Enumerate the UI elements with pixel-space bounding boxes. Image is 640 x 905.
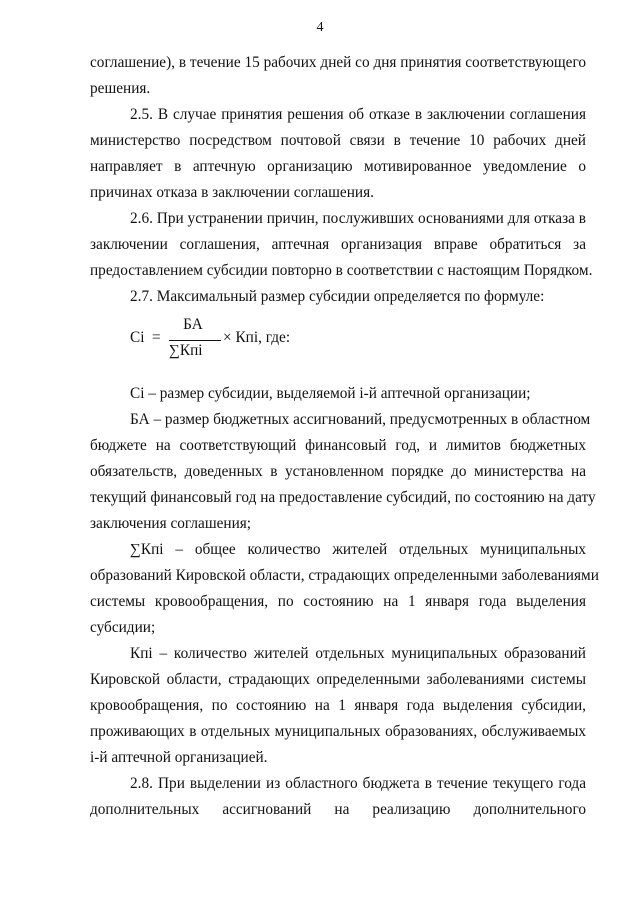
- text-line: соглашение), в течение 15 рабочих дней со дня принятия соответствующего: [90, 54, 586, 71]
- text-line: Кировской области, страдающих определенными заболеваниями системы: [90, 671, 586, 688]
- text-line: i-й аптечной организацией.: [90, 749, 268, 766]
- formula-rest: × Кпi, где:: [223, 329, 291, 346]
- page-number: 4: [316, 20, 324, 35]
- text-line: ∑Кпi – общее количество жителей отдельных муниципальных: [130, 541, 586, 558]
- text-line: направляет в аптечную организацию мотивированное уведомление о: [90, 158, 586, 175]
- text-line: 2.7. Максимальный размер субсидии определяется по формуле:: [130, 288, 545, 305]
- text-line: предоставлением субсидии повторно в соответствии с настоящим Порядком.: [90, 262, 593, 279]
- text-line: причинах отказа в заключении соглашения.: [90, 184, 374, 201]
- text-line: Кпi – количество жителей отдельных муниципальных образований: [130, 645, 586, 662]
- text-line: кровообращения, по состоянию на 1 января года выделения субсидии,: [90, 697, 586, 714]
- text-line: обязательств, доведенных в установленном порядке до министерства на: [90, 463, 586, 480]
- text-line: министерство посредством почтовой связи в течение 10 рабочих дней: [90, 132, 586, 149]
- subsidy-formula: [130, 316, 350, 360]
- text-line: системы кровообращения, по состоянию на 1 января года выделения: [90, 593, 586, 610]
- text-line: 2.5. В случае принятия решения об отказе в заключении соглашения: [130, 106, 586, 123]
- text-line: заключении соглашения, аптечная организация вправе обратиться за: [90, 236, 586, 253]
- text-line: образований Кировской области, страдающих определенными заболеваниями: [90, 567, 599, 584]
- text-line: проживающих в отдельных муниципальных образованиях, обслуживаемых: [90, 723, 586, 740]
- text-line: БА – размер бюджетных ассигнований, предусмотренных в областном: [130, 411, 591, 428]
- formula-denominator: ∑Кпi: [169, 342, 203, 359]
- formula-numerator: БА: [183, 316, 203, 333]
- formula-equals: =: [152, 329, 161, 346]
- text-line: бюджете на соответствующий финансовый год, и лимитов бюджетных: [90, 437, 586, 454]
- text-line: решения.: [90, 80, 151, 97]
- formula-lhs: Ci: [130, 329, 145, 346]
- formula-fraction-bar: [169, 340, 221, 341]
- text-line: Ci – размер субсидии, выделяемой i-й аптечной организации;: [130, 385, 531, 402]
- text-line: заключения соглашения;: [90, 515, 252, 532]
- text-line: субсидии;: [90, 619, 156, 636]
- text-line: дополнительных ассигнований на реализацию дополнительного: [90, 801, 586, 818]
- text-line: 2.6. При устранении причин, послуживших основаниями для отказа в: [130, 210, 586, 227]
- text-line: текущий финансовый год на предоставление субсидий, по состоянию на дату: [90, 489, 596, 506]
- text-line: 2.8. При выделении из областного бюджета в течение текущего года: [130, 775, 586, 792]
